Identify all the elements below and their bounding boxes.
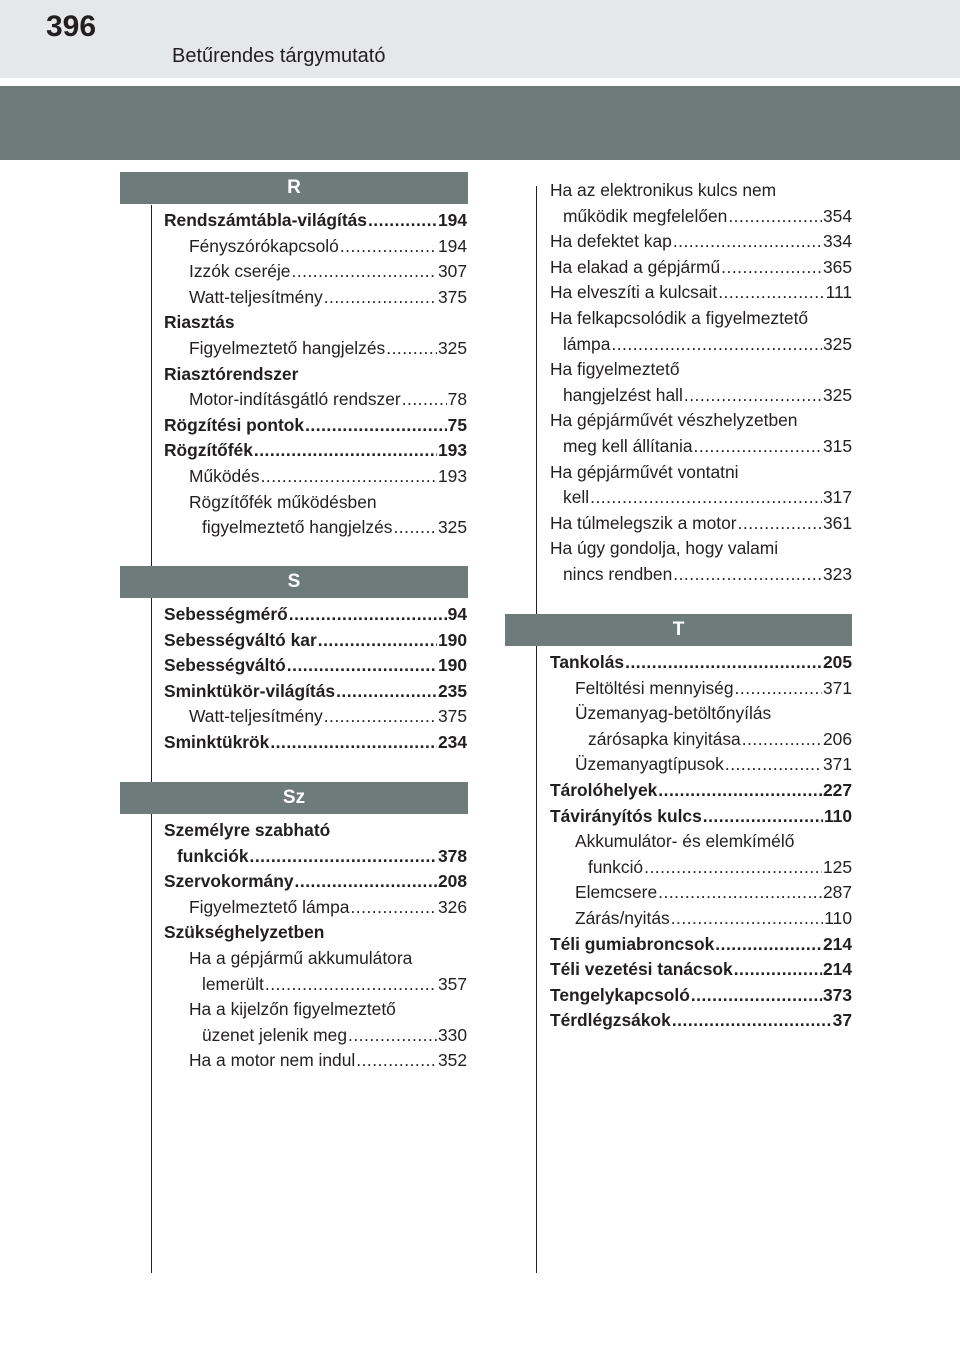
entry-text: Téli gumiabroncsok bbox=[550, 933, 715, 954]
entry-text: Watt-teljesítmény bbox=[189, 706, 323, 727]
index-entry bbox=[550, 804, 852, 829]
dot-leader bbox=[289, 602, 447, 627]
entry-page-number: 190 bbox=[437, 655, 467, 676]
entry-page-number: 78 bbox=[447, 389, 467, 410]
index-entry bbox=[189, 234, 467, 259]
entry-text: Ha gépjárművét vontatni bbox=[550, 461, 739, 482]
entry-page-number: 315 bbox=[822, 436, 852, 456]
index-entry bbox=[550, 983, 852, 1008]
entry-text: Akkumulátor- és elemkímélő bbox=[575, 831, 795, 852]
entry-page-number: 334 bbox=[822, 231, 852, 252]
entry-text: Ha a motor nem indul bbox=[189, 1050, 356, 1071]
dot-leader bbox=[735, 676, 822, 701]
index-entry bbox=[164, 438, 467, 463]
entry-page-number: 235 bbox=[437, 680, 467, 701]
entry-text: Sminktükrök bbox=[164, 732, 270, 752]
index-entry bbox=[164, 818, 467, 843]
entry-page-number: 365 bbox=[822, 256, 852, 277]
index-entry bbox=[164, 602, 467, 627]
entry-text: Ha az elektronikus kulcs nem bbox=[550, 180, 777, 200]
entry-text: Sebességmérő bbox=[164, 604, 288, 624]
index-entry bbox=[202, 1023, 467, 1048]
entry-text: Téli vezetési tanácsok bbox=[550, 959, 733, 980]
index-entry bbox=[550, 778, 852, 803]
dot-leader bbox=[644, 855, 822, 880]
dot-leader bbox=[684, 383, 822, 408]
entry-text: kell bbox=[563, 487, 590, 508]
entry-text: lemerült bbox=[202, 973, 264, 994]
index-entry bbox=[563, 562, 852, 587]
index-entry bbox=[164, 310, 467, 335]
dot-leader bbox=[658, 778, 822, 803]
index-entry bbox=[550, 229, 852, 254]
index-entry bbox=[189, 895, 467, 920]
page-title: Betűrendes tárgymutató bbox=[172, 45, 386, 67]
left-column-rule bbox=[151, 205, 152, 1273]
index-entry bbox=[550, 536, 852, 561]
entry-text: Szervokormány bbox=[164, 871, 294, 892]
entry-text: Tárolóhelyek bbox=[550, 780, 658, 800]
entry-page-number: 307 bbox=[437, 261, 467, 282]
entry-text: Ha gépjárművét vészhelyzetben bbox=[550, 410, 798, 431]
entry-text: Sebességváltó bbox=[164, 655, 286, 676]
entry-page-number: 194 bbox=[437, 235, 467, 256]
index-entry bbox=[177, 844, 467, 869]
index-entry bbox=[550, 932, 852, 957]
dot-leader bbox=[393, 515, 437, 540]
entry-page-number: 371 bbox=[822, 677, 852, 698]
entry-text: funkciók bbox=[177, 845, 249, 866]
entry-text: Személyre szabható bbox=[164, 820, 331, 840]
index-entry bbox=[164, 679, 467, 704]
entry-text: Figyelmeztető lámpa bbox=[189, 896, 350, 917]
page-number: 396 bbox=[46, 10, 97, 43]
entry-page-number: 234 bbox=[437, 732, 467, 752]
dot-leader bbox=[270, 730, 437, 755]
index-entry bbox=[575, 880, 852, 905]
dot-leader bbox=[250, 844, 437, 869]
dot-leader bbox=[340, 234, 437, 259]
entry-text: Sminktükör-világítás bbox=[164, 680, 336, 701]
dot-leader bbox=[402, 387, 447, 412]
index-entry bbox=[575, 906, 852, 931]
entry-text: Rendszámtábla-világítás bbox=[164, 210, 367, 230]
entry-text: Ha figyelmeztető bbox=[550, 359, 680, 380]
dot-leader bbox=[336, 679, 437, 704]
dot-leader bbox=[725, 752, 822, 777]
index-entry bbox=[550, 408, 852, 433]
index-entry bbox=[164, 869, 467, 894]
entry-text: Tengelykapcsoló bbox=[550, 984, 690, 1005]
dot-leader bbox=[350, 895, 437, 920]
index-entry bbox=[563, 332, 852, 357]
index-entry bbox=[189, 1048, 467, 1073]
entry-text: Üzemanyagtípusok bbox=[575, 754, 724, 775]
entry-page-number: 325 bbox=[437, 517, 467, 538]
dot-leader bbox=[291, 259, 437, 284]
entry-page-number: 361 bbox=[822, 512, 852, 533]
entry-text: Üzemanyag-betöltőnyílás bbox=[575, 703, 772, 724]
entry-text: Ha elakad a gépjármű bbox=[550, 256, 721, 277]
entry-page-number: 111 bbox=[825, 282, 852, 303]
section-header-sz: Sz bbox=[120, 782, 468, 814]
entry-text: Ha a kijelzőn figyelmeztető bbox=[189, 999, 396, 1020]
entry-page-number: 375 bbox=[437, 286, 467, 307]
dot-leader bbox=[721, 255, 822, 280]
entry-page-number: 373 bbox=[822, 984, 852, 1005]
dot-leader bbox=[671, 906, 824, 931]
section-header-t: T bbox=[505, 614, 852, 646]
index-entry bbox=[189, 387, 467, 412]
entry-text: nincs rendben bbox=[563, 564, 673, 584]
index-entry bbox=[202, 972, 467, 997]
entry-text: Figyelmeztető hangjelzés bbox=[189, 338, 386, 358]
index-entry bbox=[575, 701, 852, 726]
entry-page-number: 378 bbox=[437, 845, 467, 866]
entry-text: Működés bbox=[189, 466, 260, 486]
entry-text: Fényszórókapcsoló bbox=[189, 235, 339, 256]
dot-leader bbox=[718, 280, 824, 305]
dot-leader bbox=[742, 727, 822, 752]
entry-page-number: 214 bbox=[822, 959, 852, 980]
index-entry bbox=[550, 511, 852, 536]
index-entry bbox=[563, 434, 852, 459]
entry-page-number: 357 bbox=[437, 973, 467, 994]
entry-text: Ha túlmelegszik a motor bbox=[550, 512, 737, 533]
index-entry bbox=[575, 676, 852, 701]
entry-text: Elemcsere bbox=[575, 882, 658, 903]
dot-leader bbox=[386, 336, 437, 361]
entry-page-number: 193 bbox=[437, 440, 467, 461]
section-header-r: R bbox=[120, 172, 468, 204]
entry-text: Zárás/nyitás bbox=[575, 908, 670, 928]
entry-text: Ha elveszíti a kulcsait bbox=[550, 282, 718, 303]
dot-leader bbox=[287, 653, 437, 678]
entry-text: Ha úgy gondolja, hogy valami bbox=[550, 538, 779, 559]
dot-leader bbox=[673, 562, 822, 587]
entry-text: Riasztás bbox=[164, 312, 235, 333]
entry-page-number: 194 bbox=[437, 210, 467, 230]
index-entry bbox=[189, 259, 467, 284]
entry-text: Ha a gépjármű akkumulátora bbox=[189, 948, 413, 968]
entry-text: funkció bbox=[588, 856, 644, 877]
entry-page-number: 214 bbox=[822, 933, 852, 954]
index-entry bbox=[164, 208, 467, 233]
index-entry bbox=[189, 490, 467, 515]
entry-page-number: 325 bbox=[822, 333, 852, 354]
entry-page-number: 325 bbox=[437, 338, 467, 358]
entry-text: lámpa bbox=[563, 333, 611, 354]
dot-leader bbox=[324, 285, 437, 310]
index-entry bbox=[164, 362, 467, 387]
entry-text: Távirányítós kulcs bbox=[550, 805, 702, 826]
index-entry bbox=[588, 727, 852, 752]
entry-text: zárósapka kinyitása bbox=[588, 728, 741, 749]
dot-leader bbox=[658, 880, 822, 905]
entry-page-number: 317 bbox=[822, 487, 852, 508]
dot-leader bbox=[611, 332, 822, 357]
entry-page-number: 193 bbox=[437, 466, 467, 486]
index-entry bbox=[588, 855, 852, 880]
entry-page-number: 110 bbox=[824, 908, 852, 928]
index-entry bbox=[550, 280, 852, 305]
dot-leader bbox=[295, 869, 437, 894]
dot-leader bbox=[738, 511, 822, 536]
dot-leader bbox=[734, 957, 822, 982]
entry-page-number: 110 bbox=[823, 805, 852, 826]
index-entry bbox=[189, 285, 467, 310]
dot-leader bbox=[703, 804, 823, 829]
index-entry bbox=[563, 485, 852, 510]
entry-page-number: 125 bbox=[822, 856, 852, 877]
index-entry bbox=[189, 464, 467, 489]
index-entry bbox=[550, 1008, 852, 1033]
entry-page-number: 208 bbox=[437, 871, 467, 892]
dot-leader bbox=[673, 229, 822, 254]
index-entry bbox=[164, 730, 467, 755]
index-entry bbox=[164, 653, 467, 678]
entry-page-number: 227 bbox=[822, 780, 852, 800]
dot-leader bbox=[715, 932, 822, 957]
dot-leader bbox=[265, 972, 437, 997]
entry-text: Ha defektet kap bbox=[550, 231, 672, 252]
index-entry bbox=[189, 704, 467, 729]
entry-page-number: 375 bbox=[437, 706, 467, 727]
entry-page-number: 287 bbox=[822, 882, 852, 903]
index-entry bbox=[202, 515, 467, 540]
entry-text: Riasztórendszer bbox=[164, 363, 299, 384]
dot-leader bbox=[694, 434, 822, 459]
dot-leader bbox=[261, 464, 437, 489]
entry-page-number: 75 bbox=[447, 414, 467, 435]
entry-page-number: 371 bbox=[822, 754, 852, 775]
dot-leader bbox=[672, 1008, 832, 1033]
entry-text: Feltöltési mennyiség bbox=[575, 677, 734, 698]
entry-text: Sebességváltó kar bbox=[164, 629, 317, 650]
index-entry bbox=[550, 650, 852, 675]
dot-leader bbox=[356, 1048, 437, 1073]
entry-text: Motor-indításgátló rendszer bbox=[189, 389, 401, 410]
index-entry bbox=[575, 752, 852, 777]
dot-leader bbox=[625, 650, 822, 675]
section-header-s: S bbox=[120, 566, 468, 598]
entry-text: Ha felkapcsolódik a figyelmeztető bbox=[550, 308, 809, 328]
entry-page-number: 354 bbox=[822, 205, 852, 226]
index-entry bbox=[563, 204, 852, 229]
dot-leader bbox=[254, 438, 437, 463]
dot-leader bbox=[324, 704, 437, 729]
index-entry bbox=[575, 829, 852, 854]
entry-text: Rögzítőfék működésben bbox=[189, 491, 377, 512]
entry-page-number: 94 bbox=[447, 604, 467, 624]
entry-page-number: 323 bbox=[822, 564, 852, 584]
dot-leader bbox=[305, 413, 447, 438]
dot-leader bbox=[318, 628, 437, 653]
index-entry bbox=[189, 997, 467, 1022]
index-entry bbox=[164, 628, 467, 653]
index-entry bbox=[189, 946, 467, 971]
entry-page-number: 330 bbox=[437, 1024, 467, 1045]
header-band bbox=[0, 86, 960, 160]
index-entry bbox=[550, 357, 852, 382]
entry-page-number: 325 bbox=[822, 384, 852, 405]
entry-page-number: 326 bbox=[437, 896, 467, 917]
dot-leader bbox=[691, 983, 822, 1008]
index-entry bbox=[550, 306, 852, 331]
index-entry bbox=[550, 178, 852, 203]
right-column-rule bbox=[536, 186, 537, 1273]
index-entry bbox=[563, 383, 852, 408]
entry-text: meg kell állítania bbox=[563, 436, 693, 456]
index-entry bbox=[164, 920, 467, 945]
entry-text: üzenet jelenik meg bbox=[202, 1024, 348, 1045]
entry-text: Rögzítőfék bbox=[164, 440, 253, 461]
dot-leader bbox=[348, 1023, 437, 1048]
index-entry bbox=[550, 255, 852, 280]
header-bar bbox=[0, 0, 960, 78]
entry-text: Rögzítési pontok bbox=[164, 414, 305, 435]
entry-text: Szükséghelyzetben bbox=[164, 922, 325, 943]
entry-page-number: 190 bbox=[437, 629, 467, 650]
entry-page-number: 205 bbox=[822, 652, 852, 672]
index-entry bbox=[189, 336, 467, 361]
dot-leader bbox=[590, 485, 822, 510]
dot-leader bbox=[728, 204, 822, 229]
entry-text: Izzók cseréje bbox=[189, 261, 291, 282]
index-entry bbox=[164, 413, 467, 438]
entry-text: Tankolás bbox=[550, 652, 625, 672]
entry-text: Térdlégzsákok bbox=[550, 1010, 671, 1031]
entry-page-number: 37 bbox=[832, 1010, 852, 1031]
entry-page-number: 206 bbox=[822, 728, 852, 749]
entry-text: működik megfelelően bbox=[563, 205, 728, 226]
entry-text: figyelmeztető hangjelzés bbox=[202, 517, 393, 538]
entry-text: Watt-teljesítmény bbox=[189, 286, 323, 307]
entry-page-number: 352 bbox=[437, 1050, 467, 1071]
entry-text: hangjelzést hall bbox=[563, 384, 683, 405]
index-entry bbox=[550, 957, 852, 982]
index-entry bbox=[550, 460, 852, 485]
dot-leader bbox=[368, 208, 437, 233]
